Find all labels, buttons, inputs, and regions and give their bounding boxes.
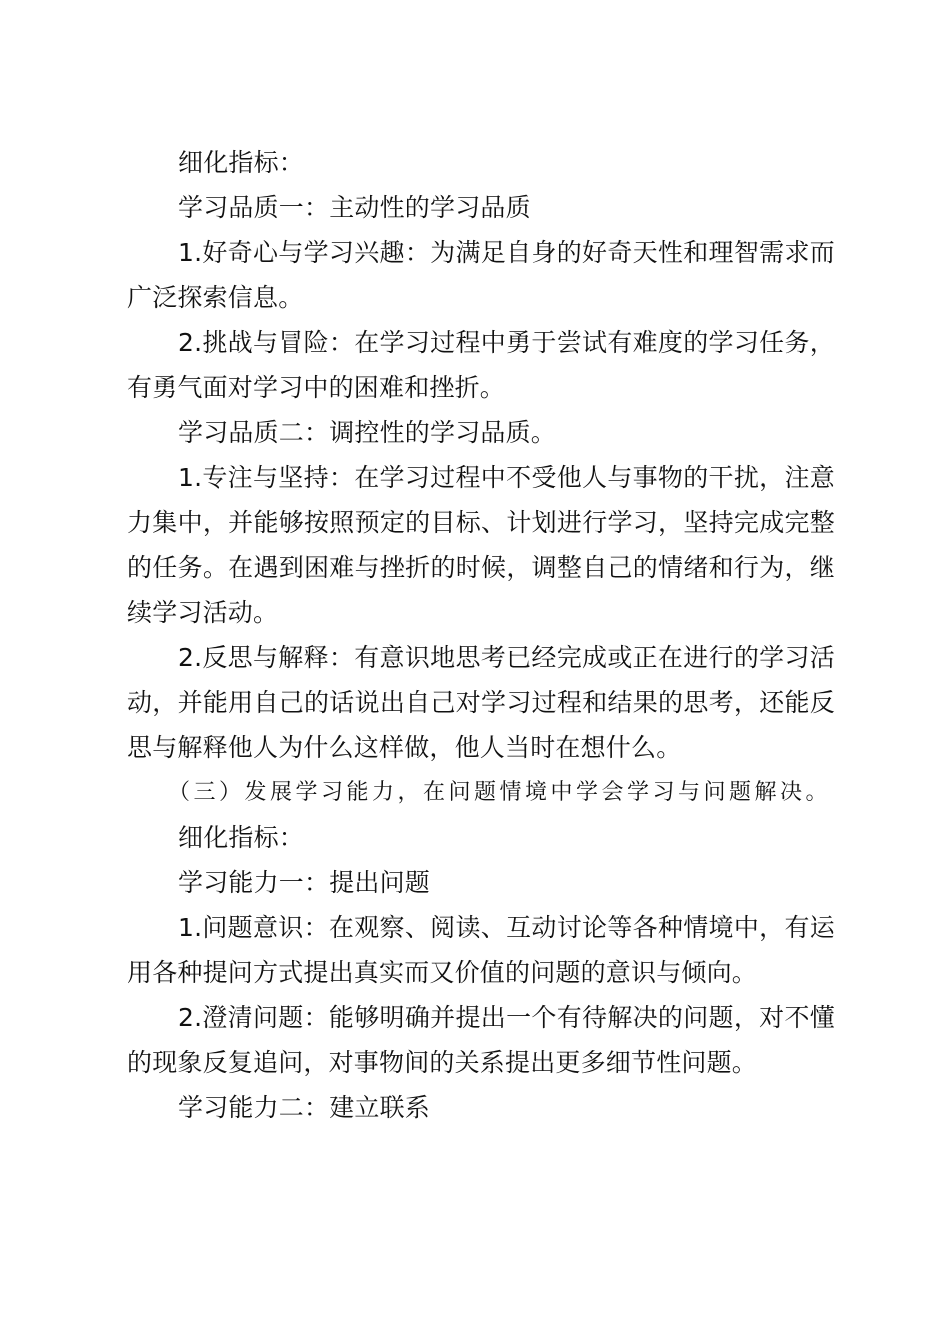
heading-refined-indicators-2: 细化指标：: [178, 823, 305, 852]
heading-ability-two: 学习能力二：建立联系: [178, 1093, 431, 1122]
paragraph-clarify-problem: 2.澄清问题：能够明确并提出一个有待解决的问题，对不懂的现象反复追问，对事物间的关系提出更多细节性问题。: [127, 1003, 835, 1077]
paragraph-reflection: 2.反思与解释：有意识地思考已经完成或正在进行的学习活动，并能用自己的话说出自己对学习过程和结果的思考，还能反思与解释他人为什么这样做，他人当时在想什么。: [127, 643, 835, 762]
paragraph-problem-awareness: 1.问题意识：在观察、阅读、互动讨论等各种情境中，有运用各种提问方式提出真实而又价值的问题的意识与倾向。: [127, 913, 835, 987]
heading-ability-one: 学习能力一：提出问题: [178, 868, 431, 897]
paragraph-challenge: 2.挑战与冒险：在学习过程中勇于尝试有难度的学习任务，有勇气面对学习中的困难和挫折。: [127, 328, 835, 402]
heading-quality-one: 学习品质一：主动性的学习品质: [178, 193, 531, 222]
paragraph-focus: 1.专注与坚持：在学习过程中不受他人与事物的干扰，注意力集中，并能够按照预定的目标、计划进行学习，坚持完成完整的任务。在遇到困难与挫折的时候，调整自己的情绪和行为，继续学习活动。: [127, 463, 835, 627]
heading-refined-indicators: 细化指标：: [178, 148, 305, 177]
paragraph-curiosity: 1.好奇心与学习兴趣：为满足自身的好奇天性和理智需求而广泛探索信息。: [127, 238, 835, 312]
section-heading-three: （三）发展学习能力，在问题情境中学会学习与问题解决。: [168, 780, 832, 805]
heading-quality-two: 学习品质二：调控性的学习品质。: [178, 418, 557, 447]
